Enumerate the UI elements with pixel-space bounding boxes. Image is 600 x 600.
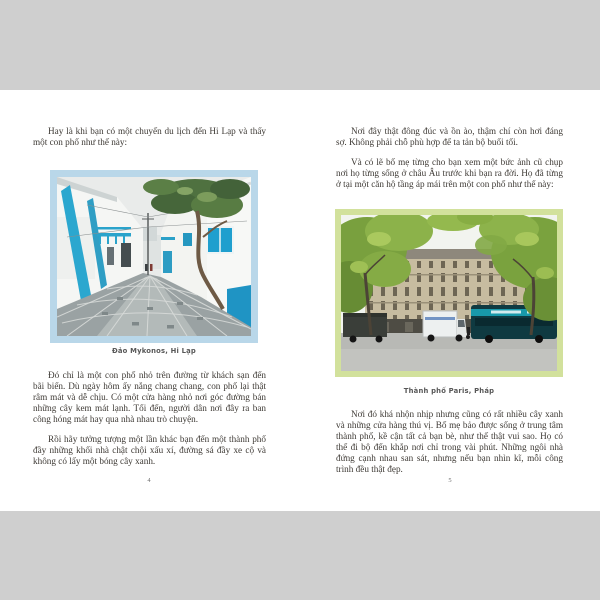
paragraph: Đó chỉ là một con phố nhỏ trên đường từ khách sạn đến bãi biển. Dù ngày hôm ấy nắng chang chang, con phố lại thật râm mát và dễ chịu. Có một cửa hàng nhỏ nơi góc đường bán những cây kem mát lạnh. Tối đến, người dân nơi đây ra ban công hóng mát hay qua nhà nhau trò chuyện.	[33, 370, 266, 424]
paris-street-photo	[341, 215, 557, 371]
photo-caption: Đảo Mykonos, Hi Lạp	[112, 347, 196, 355]
page-number: 4	[147, 477, 151, 484]
paris-photo-frame	[335, 209, 563, 377]
paragraph: Và có lẽ bố mẹ từng cho bạn xem một bức ảnh cũ chụp nơi họ từng sống ở châu Âu trước khi bạn ra đời. Họ đã từng ở tại một căn hộ tầng áp mái trên một con phố như thế này:	[336, 157, 563, 189]
bottom-gray-band	[0, 511, 600, 600]
mykonos-photo-frame	[50, 170, 258, 343]
photo-caption: Thành phố Paris, Pháp	[403, 387, 495, 395]
mykonos-street-photo	[57, 177, 251, 336]
top-gray-band	[0, 0, 600, 90]
page-number: 5	[448, 477, 452, 484]
paragraph: Nơi đó khá nhộn nhịp nhưng cũng có rất nhiều cây xanh và những cửa hàng thú vị. Bố mẹ bảo được sống ở trung tâm thành phố, kề cận tất cả bạn bè, như thế thật vui sao. Họ có thể đi bộ đến khắp nơi chỉ trong vài phút. Những ngôi nhà đứng cạnh nhau san sát, nhưng nếu bạn nhìn kĩ, mỗi công trình đều thật đẹp.	[336, 409, 563, 474]
paragraph: Nơi đây thật đông đúc và ồn ào, thậm chí còn hơi đáng sợ. Không phải chỗ phù hợp để ta tản bộ buổi tối.	[336, 126, 563, 147]
paragraph: Rồi hãy tưởng tượng một lần khác bạn đến một thành phố đầy những khối nhà chật chội xấu xí, đường sá đầy xe cộ và không có lấy một bóng cây xanh.	[33, 434, 266, 466]
paragraph: Hay là khi bạn có một chuyến du lịch đến Hi Lạp và thấy một con phố như thế này:	[33, 126, 266, 147]
